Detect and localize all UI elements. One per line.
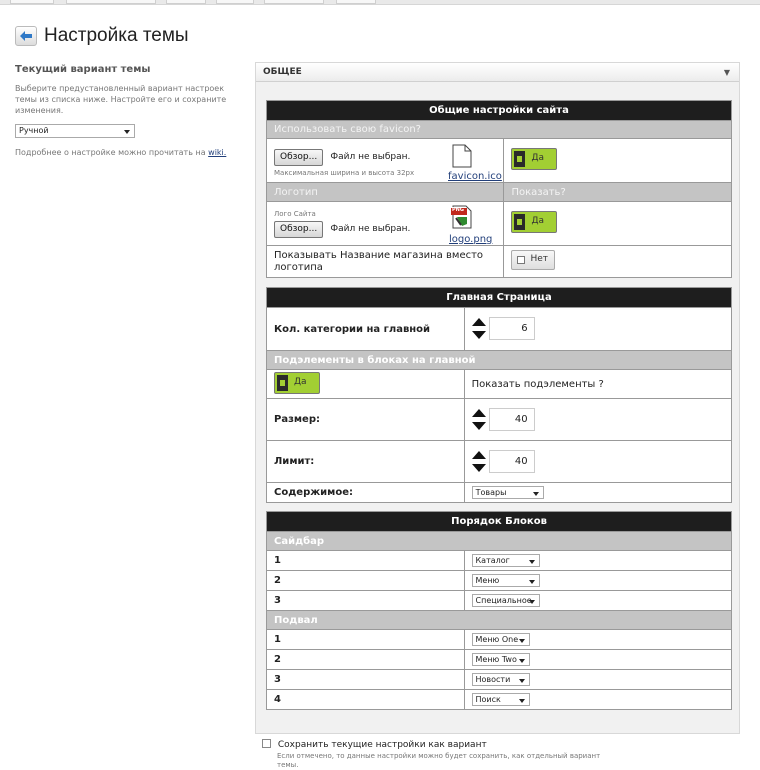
footer-row [267, 670, 732, 690]
chevron-down-icon [533, 492, 539, 496]
top-tab[interactable] [216, 0, 254, 4]
footer-block-value: Поиск [475, 695, 501, 704]
chevron-down-icon [529, 600, 535, 604]
sidebar-row [267, 591, 732, 611]
limit-spinner-cell [464, 441, 731, 483]
logo-toggle[interactable] [511, 211, 557, 233]
footer-row [267, 630, 732, 650]
logo-show-label: Показать? [504, 183, 732, 202]
preset-select[interactable] [15, 124, 135, 138]
logo-file-status: Файл не выбран. [330, 223, 411, 234]
categories-label: Кол. категории на главной [267, 308, 465, 351]
size-label: Размер: [267, 399, 465, 441]
categories-value[interactable]: 6 [489, 317, 535, 340]
chevron-down-icon [519, 659, 525, 663]
favicon-toggle-label: Да [531, 153, 545, 163]
top-tab-strip [0, 0, 760, 5]
chevron-down-icon [519, 639, 525, 643]
home-settings-title: Главная Страница [267, 288, 732, 308]
favicon-browse-button[interactable]: Обзор... [274, 149, 323, 166]
subitems-toggle-label: Да [294, 376, 307, 387]
chevron-down-icon [529, 560, 535, 564]
checkbox-icon [517, 256, 525, 264]
subitems-header: Подэлементы в блоках на главной [267, 351, 732, 370]
sidebar-row-number: 2 [267, 571, 465, 591]
sidebar-row-number: 1 [267, 551, 465, 571]
save-variant-label: Сохранить текущие настройки как вариант [277, 740, 487, 750]
preset-description: Выберите предустановленный вариант настроек темы из списка ниже. Настройте его и сохраните изменения. [15, 84, 227, 115]
panel-title: ОБЩЕЕ [263, 67, 302, 77]
arrow-down-icon[interactable] [472, 422, 486, 430]
shop-name-label: Показывать Название магазина вместо логотипа [267, 246, 504, 278]
sidebar-row-number: 3 [267, 591, 465, 611]
footer-row [267, 690, 732, 710]
logo-upload-cell [267, 202, 504, 246]
footer-row-number: 4 [267, 690, 465, 710]
sidebar-block-select[interactable] [472, 574, 540, 587]
shop-name-toggle-label: Нет [530, 254, 549, 264]
footer-row-number: 2 [267, 650, 465, 670]
preset-heading: Текущий вариант темы [15, 64, 151, 75]
toggle-knob [514, 214, 525, 230]
preset-select-value: Ручной [19, 126, 49, 135]
sidebar-block-select[interactable] [472, 554, 540, 567]
subitems-label: Показать подэлементы ? [464, 370, 731, 399]
subitems-toggle-cell [267, 370, 465, 399]
arrow-down-icon[interactable] [472, 464, 486, 472]
favicon-file-link[interactable]: favicon.ico [448, 170, 502, 182]
arrow-left-icon [19, 30, 33, 42]
arrow-down-icon[interactable] [472, 331, 486, 339]
logo-browse-button[interactable]: Обзор... [274, 221, 323, 238]
top-tab[interactable] [336, 0, 376, 4]
logo-toggle-label: Да [531, 216, 545, 226]
toggle-knob [514, 151, 525, 167]
footer-row-number: 3 [267, 670, 465, 690]
footer-row-number: 1 [267, 630, 465, 650]
footer-block-select[interactable] [472, 653, 530, 666]
home-settings-table [266, 287, 732, 503]
save-variant-note: Если отмечено, то данные настройки можно будет сохранить, как отдельный вариант темы. [277, 752, 601, 769]
toggle-knob [277, 375, 288, 391]
collapse-chevron-icon[interactable]: ▼ [723, 68, 730, 77]
limit-spinner[interactable] [472, 450, 536, 474]
content-label: Содержимое: [267, 483, 465, 503]
save-variant-option[interactable] [262, 739, 487, 750]
chevron-down-icon [529, 580, 535, 584]
arrow-up-icon[interactable] [472, 409, 486, 417]
theme-preset-sidebar [15, 64, 245, 157]
site-settings-table [266, 100, 732, 278]
favicon-label: Использовать свою favicon? [267, 121, 732, 139]
wiki-note [15, 148, 245, 157]
logo-toggle-cell [504, 202, 732, 246]
favicon-toggle[interactable] [511, 148, 557, 170]
top-tab[interactable] [10, 0, 54, 4]
sidebar-row [267, 571, 732, 591]
content-select[interactable] [472, 486, 544, 499]
png-badge-text: PNG [452, 206, 464, 213]
site-settings-title: Общие настройки сайта [267, 101, 732, 121]
sidebar-block-select[interactable] [472, 594, 540, 607]
size-spinner-cell [464, 399, 731, 441]
logo-label: Логотип [267, 183, 504, 202]
size-value[interactable]: 40 [489, 408, 535, 431]
footer-header: Подвал [267, 611, 732, 630]
footer-block-value: Меню Two [475, 655, 517, 664]
shop-name-toggle-cell [504, 246, 732, 278]
logo-caption: Лого Сайта [274, 209, 316, 218]
limit-value[interactable]: 40 [489, 450, 535, 473]
block-order-table [266, 511, 732, 710]
categories-spinner[interactable] [472, 317, 536, 341]
footer-block-select[interactable] [472, 673, 530, 686]
back-button[interactable] [15, 26, 37, 46]
logo-file-link[interactable]: logo.png [449, 233, 493, 245]
chevron-down-icon [124, 130, 130, 134]
top-tab[interactable] [66, 0, 156, 4]
sidebar-header: Сайдбар [267, 532, 732, 551]
favicon-file-status: Файл не выбран. [330, 151, 411, 162]
shop-name-toggle[interactable] [511, 250, 555, 270]
favicon-upload-cell [267, 139, 504, 183]
save-variant-checkbox[interactable] [262, 739, 271, 748]
content-select-cell [464, 483, 731, 503]
limit-label: Лимит: [267, 441, 465, 483]
footer-block-select[interactable] [472, 693, 530, 706]
sidebar-block-value: Каталог [475, 556, 510, 565]
footer-block-select[interactable] [472, 633, 530, 646]
size-spinner[interactable] [472, 408, 536, 432]
footer-block-value: Меню One [475, 635, 519, 644]
content-select-value: Товары [475, 488, 507, 497]
wiki-link[interactable]: wiki. [208, 148, 227, 157]
document-icon [452, 144, 472, 168]
png-file-icon [450, 205, 474, 229]
arrow-up-icon[interactable] [472, 451, 486, 459]
general-panel-header[interactable] [256, 63, 739, 82]
footer-row [267, 650, 732, 670]
subitems-toggle[interactable] [274, 372, 320, 394]
favicon-hint: Максимальная ширина и высота 32px [274, 168, 415, 177]
sidebar-block-value: Меню [475, 576, 500, 585]
top-tab[interactable] [264, 0, 324, 4]
favicon-toggle-cell [504, 139, 732, 183]
chevron-down-icon [519, 679, 525, 683]
arrow-up-icon[interactable] [472, 318, 486, 326]
top-tab[interactable] [166, 0, 206, 4]
block-order-title: Порядок Блоков [267, 512, 732, 532]
chevron-down-icon [519, 699, 525, 703]
footer-block-value: Новости [475, 675, 511, 684]
wiki-note-text: Подробнее о настройке можно прочитать на [15, 148, 206, 157]
page-title: Настройка темы [44, 25, 189, 46]
sidebar-block-value: Специальное [475, 596, 532, 605]
categories-spinner-cell [464, 308, 731, 351]
sidebar-row [267, 551, 732, 571]
